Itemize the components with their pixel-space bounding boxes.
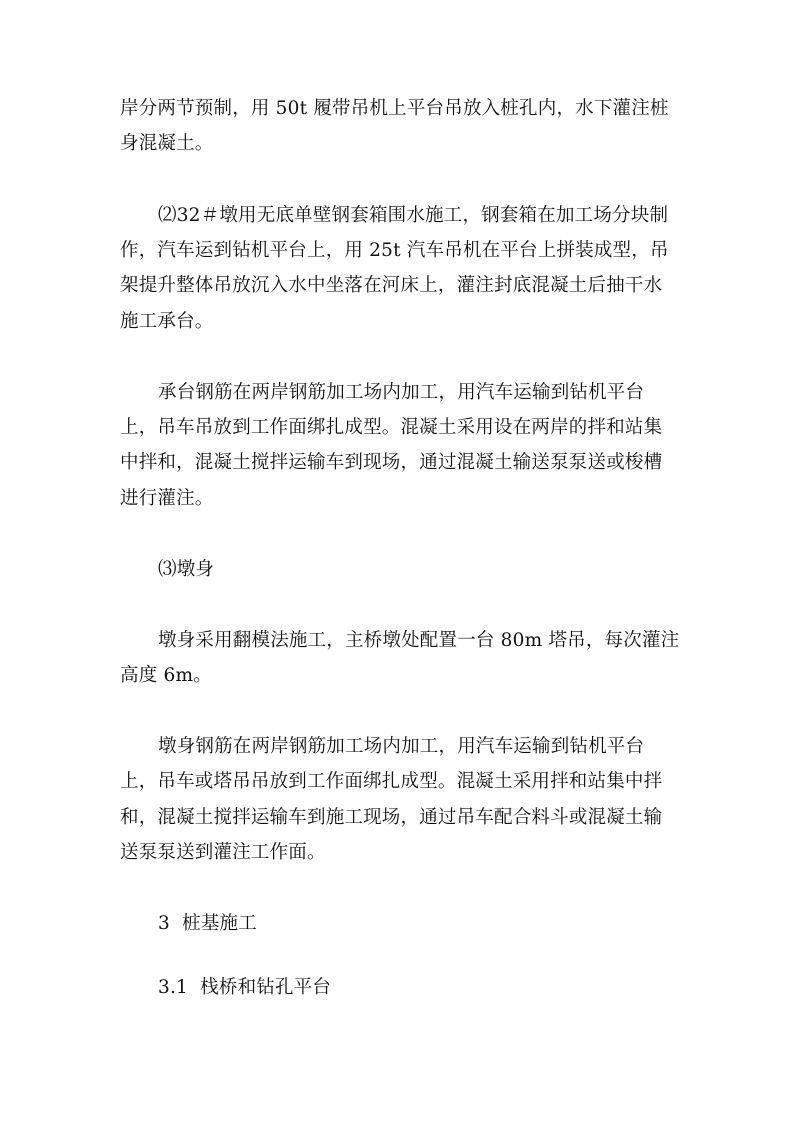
paragraph-2-line-3: 架提升整体吊放沉入水中坐落在河床上，灌注封底混凝土后抽干水 [120, 275, 663, 296]
paragraph-6-line-1: 墩身钢筋在两岸钢筋加工场内加工，用汽车运输到钻机平台 [158, 736, 645, 757]
section-heading-3: 3 桩基施工 [158, 913, 257, 934]
paragraph-3-line-1: 承台钢筋在两岸钢筋加工场内加工，用汽车运输到钻机平台 [158, 382, 645, 403]
paragraph-3-line-4: 进行灌注。 [120, 488, 214, 509]
paragraph-6-line-4: 送泵泵送到灌注工作面。 [120, 842, 326, 863]
paragraph-2-line-4: 施工承台。 [120, 311, 214, 332]
paragraph-6-line-2: 上，吊车或塔吊吊放到工作面绑扎成型。混凝土采用拌和站集中拌 [120, 771, 663, 792]
section-heading-3-1: 3.1 栈桥和钻孔平台 [158, 977, 332, 998]
paragraph-2-line-1: ⑵32＃墩用无底单壁钢套箱围水施工，钢套箱在加工场分块制 [158, 205, 669, 226]
paragraph-5-line-1: 墩身采用翻模法施工，主桥墩处配置一台 80m 塔吊，每次灌注 [158, 630, 680, 651]
paragraph-2-line-2: 作，汽车运到钻机平台上，用 25t 汽车吊机在平台上拼装成型，吊 [120, 240, 669, 261]
paragraph-3-line-3: 中拌和，混凝土搅拌运输车到现场，通过混凝土输送泵泵送或梭槽 [120, 452, 663, 473]
paragraph-3-line-2: 上，吊车吊放到工作面绑扎成型。混凝土采用设在两岸的拌和站集 [120, 417, 663, 438]
paragraph-5-line-2: 高度 6m。 [120, 665, 212, 686]
paragraph-6-line-3: 和，混凝土搅拌运输车到施工现场，通过吊车配合料斗或混凝土输 [120, 807, 663, 828]
paragraph-1-line-2: 身混凝土。 [120, 133, 214, 154]
subheading-pier-body: ⑶墩身 [158, 559, 215, 580]
paragraph-1-line-1: 岸分两节预制，用 50t 履带吊机上平台吊放入桩孔内，水下灌注桩 [120, 98, 669, 119]
